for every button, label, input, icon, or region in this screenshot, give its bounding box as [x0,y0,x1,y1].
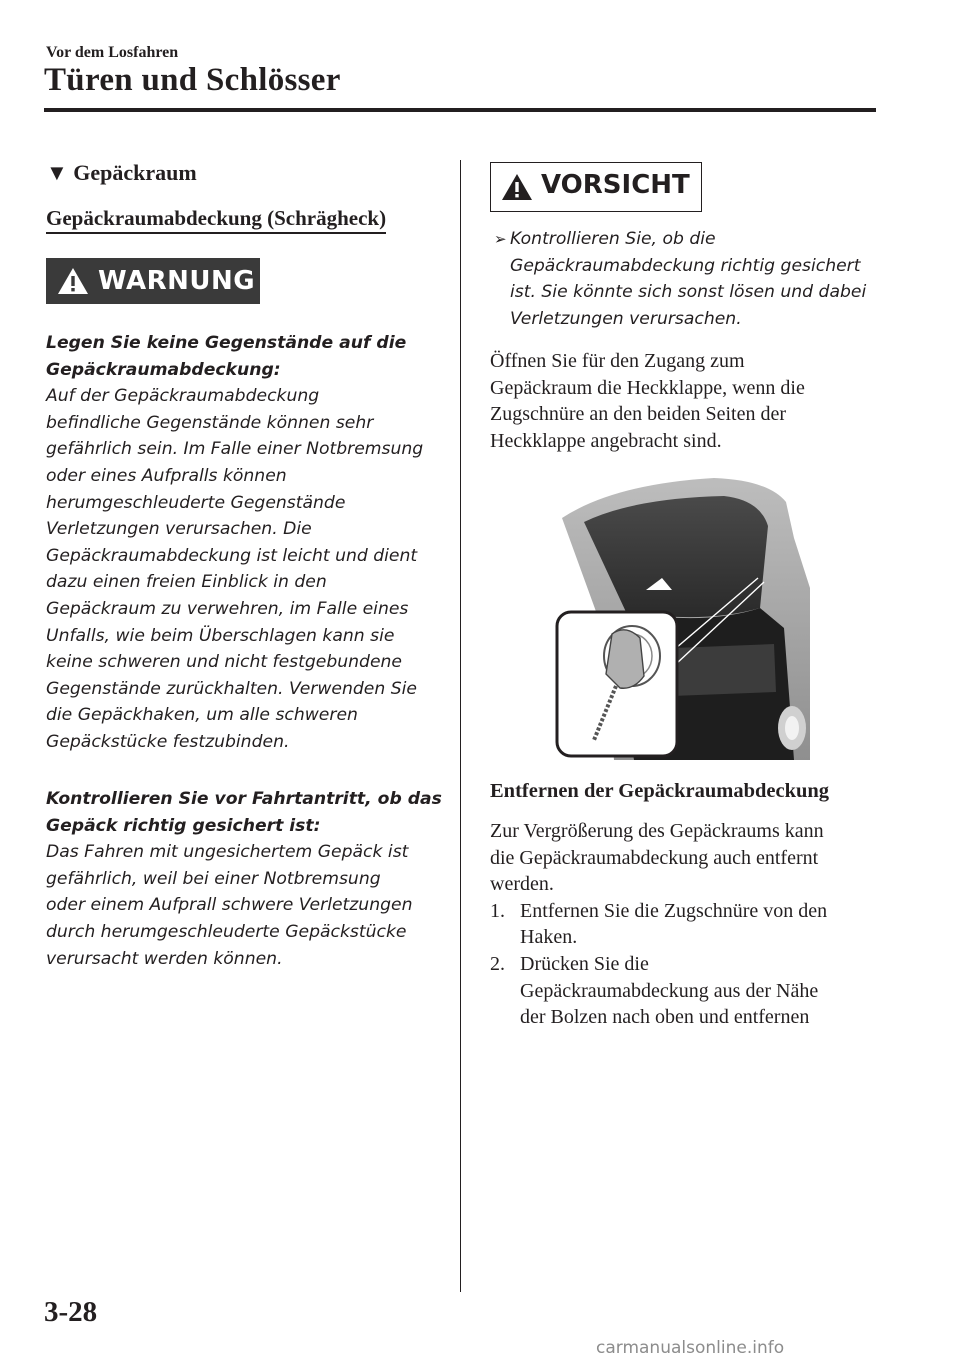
warning-1-body-line: Unfalls, wie beim Überschlagen kann sie [46,625,395,646]
warning-1-body-line: Gepäckstücke festzubinden. [46,731,290,752]
step-line: Haken. [520,926,578,949]
caution-line: Kontrollieren Sie, ob die [510,229,716,249]
column-divider [460,160,461,1292]
tailgate-illustration [554,478,812,760]
bullet-arrow-icon: ➢ [494,230,507,248]
warning-2-head-line: Kontrollieren Sie vor Fahrtantritt, ob das [46,789,442,809]
warning-1-body-line: Gepäckraum zu verwehren, im Falle eines [46,598,409,619]
removal-paragraph [490,818,880,1031]
warning-2-head-line: Gepäck richtig gesichert ist: [46,815,321,836]
warning-1-body-line: keine schweren und nicht festgebundene [46,652,402,673]
warning-1-body-line: Verletzungen verursachen. Die [46,519,312,540]
warning-triangle-icon [56,266,90,296]
removal-heading: Entfernen der Gepäckraumabdeckung [490,780,830,802]
warning-2-body-line: oder einem Aufprall schwere Verletzungen [46,895,413,916]
warning-paragraph-2 [46,786,446,972]
step-line: Drücken Sie die [520,952,649,975]
removal-line: die Gepäckraumabdeckung auch entfernt [490,846,819,869]
warning-2-body-line: verursacht werden können. [46,948,283,969]
caution-banner [490,162,702,212]
page-number: 3-28 [44,1296,98,1328]
step-number: 1. [490,899,505,922]
warning-1-body-line: Gegenstände zurückhalten. Verwenden Sie [46,678,417,699]
intro-line: Öffnen Sie für den Zugang zum [490,350,745,372]
caution-triangle-icon [500,172,534,202]
subsection-title: Gepäckraumabdeckung (Schrägheck) [46,206,386,234]
intro-line: Gepäckraum die Heckklappe, wenn die [490,376,805,399]
step-line: Entfernen Sie die Zugschnüre von den [520,899,828,922]
warning-1-body-line: oder eines Aufpralls können [46,465,287,486]
warning-2-body-line: durch herumgeschleuderte Gepäckstücke [46,921,407,942]
caution-label: VORSICHT [541,170,690,200]
step-number: 2. [490,952,505,975]
warning-1-body-line: die Gepäckhaken, um alle schweren [46,705,358,726]
caution-line: Gepäckraumabdeckung richtig gesichert [510,255,861,276]
chapter-kicker: Vor dem Losfahren [46,44,179,61]
section-marker-icon: ▼ [46,160,68,185]
section-title: Gepäckraum [73,160,197,185]
chapter-title: Türen und Schlösser [44,62,341,98]
warning-paragraph-1 [46,330,446,756]
removal-line: werden. [490,873,554,896]
warning-1-body-line: Auf der Gepäckraumabdeckung [46,386,320,407]
warning-1-body-line: herumgeschleuderte Gegenstände [46,492,346,513]
caution-line: Verletzungen verursachen. [510,308,742,329]
warning-1-body-line: dazu einen freien Einblick in den [46,572,327,593]
step-line: Gepäckraumabdeckung aus der Nähe [520,979,819,1002]
header-rule [44,108,876,112]
warning-1-body-line: Gepäckraumabdeckung ist leicht und dient [46,545,418,566]
warning-1-body-line: gefährlich sein. Im Falle einer Notbremsung [46,439,424,460]
section-heading [46,160,197,186]
warning-1-head-line: Gepäckraumabdeckung: [46,359,281,380]
warning-1-body-line: befindliche Gegenstände können sehr [46,412,374,433]
caution-paragraph [494,226,894,332]
warning-banner [46,258,260,304]
intro-line: Zugschnüre an den beiden Seiten der [490,403,787,426]
watermark: carmanualsonline.info [596,1338,785,1358]
warning-2-body-line: Das Fahren mit ungesichertem Gepäck ist [46,842,409,863]
removal-line: Zur Vergrößerung des Gepäckraums kann [490,820,824,842]
list-item [490,898,880,951]
intro-line: Heckklappe angebracht sind. [490,429,722,452]
warning-2-body-line: gefährlich, weil bei einer Notbremsung [46,868,381,889]
warning-1-head-line: Legen Sie keine Gegenstände auf die [46,333,407,353]
list-item [490,951,880,1031]
intro-paragraph [490,348,880,454]
step-line: der Bolzen nach oben und entfernen [520,1006,810,1029]
caution-line: ist. Sie könnte sich sonst lösen und dabei [510,282,867,303]
warning-label: WARNUNG [98,266,256,296]
